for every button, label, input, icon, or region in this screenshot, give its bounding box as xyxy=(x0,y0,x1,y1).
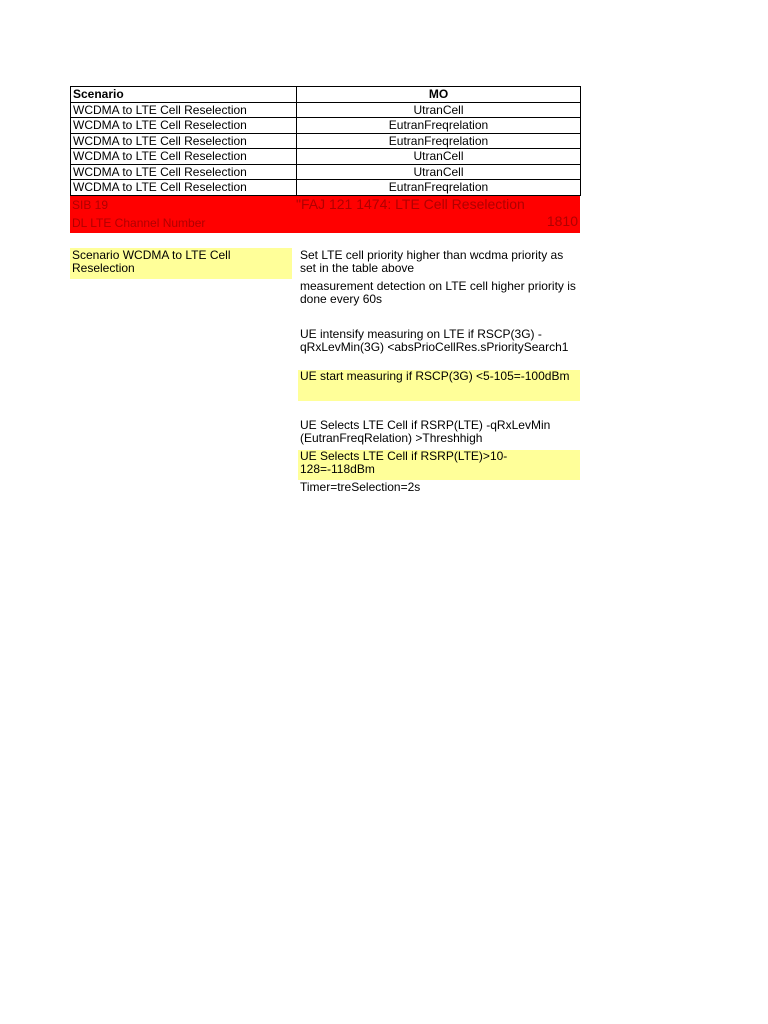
feature-label[interactable]: "FAJ 121 1474: LTE Cell Reselection xyxy=(296,195,525,212)
spreadsheet-area xyxy=(70,86,580,233)
table-row xyxy=(71,149,581,165)
scenario-cell[interactable]: WCDMA to LTE Cell Reselection xyxy=(71,118,297,134)
note-start-measuring[interactable]: UE start measuring if RSCP(3G) <5-105=-100dBm xyxy=(298,370,580,401)
mo-cell[interactable]: UtranCell xyxy=(297,149,581,165)
mo-cell[interactable]: EutranFreqrelation xyxy=(297,180,581,196)
scenario-mo-table xyxy=(70,86,581,196)
mo-header[interactable]: MO xyxy=(297,87,581,103)
table-row xyxy=(71,164,581,180)
scenario-cell[interactable]: WCDMA to LTE Cell Reselection xyxy=(71,164,297,180)
mo-cell[interactable]: EutranFreqrelation xyxy=(297,118,581,134)
scenario-cell[interactable]: WCDMA to LTE Cell Reselection xyxy=(71,133,297,149)
table-row xyxy=(71,102,581,118)
mo-cell[interactable]: UtranCell xyxy=(297,102,581,118)
note-selects-lte-value[interactable]: UE Selects LTE Cell if RSRP(LTE)>10-128=-118dBm xyxy=(298,450,580,480)
note-intensify-measuring[interactable]: UE intensify measuring on LTE if RSCP(3G) - qRxLevMin(3G) <absPrioCellRes.sPrioritySearch1 xyxy=(300,327,569,354)
note-priority[interactable]: Set LTE cell priority higher than wcdma priority as set in the table above xyxy=(300,248,564,275)
sib19-highlight-block xyxy=(70,196,580,233)
dl-channel-value[interactable]: 1810 xyxy=(546,212,578,229)
table-row xyxy=(71,180,581,196)
table-header-row xyxy=(71,87,581,103)
note-timer[interactable]: Timer=treSelection=2s xyxy=(300,480,421,494)
mo-cell[interactable]: EutranFreqrelation xyxy=(297,133,581,149)
scenario-header[interactable]: Scenario xyxy=(71,87,297,103)
sib-label[interactable]: SIB 19 xyxy=(72,197,109,212)
scenario-cell[interactable]: WCDMA to LTE Cell Reselection xyxy=(71,149,297,165)
note-measurement-detection[interactable]: measurement detection on LTE cell higher priority is done every 60s xyxy=(300,279,576,306)
table-row xyxy=(71,118,581,134)
scenario-cell[interactable]: WCDMA to LTE Cell Reselection xyxy=(71,102,297,118)
dl-channel-label[interactable]: DL LTE Channel Number xyxy=(72,215,206,230)
scenario-note-cell[interactable]: Scenario WCDMA to LTE Cell Reselection xyxy=(70,248,292,279)
table-row xyxy=(71,133,581,149)
scenario-cell[interactable]: WCDMA to LTE Cell Reselection xyxy=(71,180,297,196)
mo-cell[interactable]: UtranCell xyxy=(297,164,581,180)
note-selects-lte-formula[interactable]: UE Selects LTE Cell if RSRP(LTE) -qRxLevMin (EutranFreqRelation) >Threshhigh xyxy=(300,418,551,445)
